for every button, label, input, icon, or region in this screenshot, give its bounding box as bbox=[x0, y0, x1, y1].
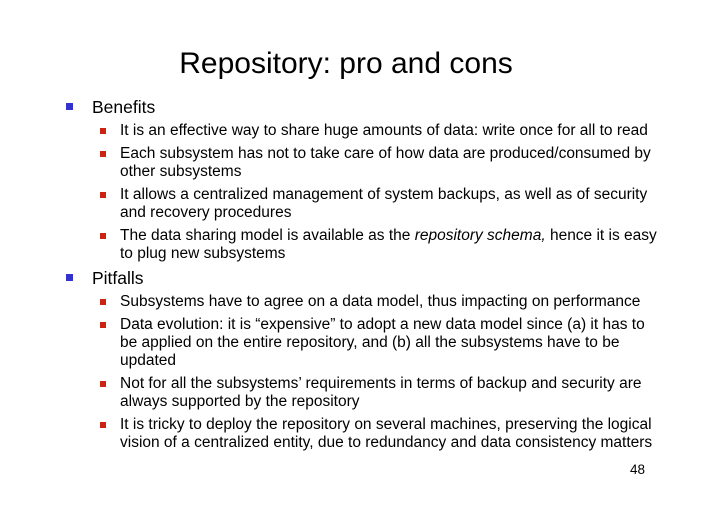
section-heading-row bbox=[66, 268, 676, 288]
red-square-bullet-icon bbox=[100, 422, 106, 428]
bullet-item bbox=[100, 186, 676, 222]
bullet-item bbox=[100, 145, 676, 181]
text-segment: Data evolution: it is “expensive” to adopt a new data model since (a) it has to be applied on the entire repository, and (b) all the subsystems have to be updated bbox=[120, 316, 645, 369]
italic-text-segment: repository schema, bbox=[414, 227, 546, 244]
bullet-item-text bbox=[120, 416, 657, 452]
red-square-bullet-icon bbox=[100, 381, 106, 387]
red-square-bullet-icon bbox=[100, 233, 106, 239]
page-number: 48 bbox=[629, 462, 645, 477]
section-heading: Benefits bbox=[92, 97, 156, 117]
red-square-bullet-icon bbox=[100, 128, 106, 134]
section-heading-row bbox=[66, 97, 676, 117]
bullet-item bbox=[100, 293, 676, 311]
bullet-item-text bbox=[120, 186, 657, 222]
bullet-item bbox=[100, 375, 676, 411]
text-segment: Subsystems have to agree on a data model, thus impacting on performance bbox=[120, 293, 641, 310]
section-heading: Pitfalls bbox=[92, 268, 144, 288]
text-segment: Each subsystem has not to take care of how data are produced/consumed by other subsystems bbox=[120, 145, 651, 180]
bullet-item bbox=[100, 227, 676, 263]
bullet-item-text bbox=[120, 293, 657, 311]
red-square-bullet-icon bbox=[100, 322, 106, 328]
text-segment: It is an effective way to share huge amounts of data: write once for all to read bbox=[120, 122, 648, 139]
section-pitfalls bbox=[66, 268, 676, 452]
text-segment: hence it is easy to plug new subsystems bbox=[120, 227, 657, 262]
text-segment: It is tricky to deploy the repository on several machines, preserving the logical vision of a centralized entity, due to redundancy and data consistency matters bbox=[120, 416, 653, 451]
red-square-bullet-icon bbox=[100, 192, 106, 198]
bullet-item-text bbox=[120, 227, 657, 263]
text-segment: The data sharing model is available as the bbox=[120, 227, 415, 244]
blue-square-bullet-icon bbox=[66, 274, 73, 281]
red-square-bullet-icon bbox=[100, 299, 106, 305]
bullet-item-text bbox=[120, 145, 657, 181]
text-segment: It allows a centralized management of system backups, as well as of security and recovery procedures bbox=[120, 186, 648, 221]
red-square-bullet-icon bbox=[100, 151, 106, 157]
bullet-item-text bbox=[120, 122, 657, 140]
bullet-item bbox=[100, 122, 676, 140]
slide-content bbox=[66, 97, 676, 457]
bullet-item bbox=[100, 316, 676, 370]
bullet-item-text bbox=[120, 375, 657, 411]
bullet-item bbox=[100, 416, 676, 452]
slide-title: Repository: pro and cons bbox=[179, 47, 513, 80]
blue-square-bullet-icon bbox=[66, 103, 73, 110]
bullet-item-text bbox=[120, 316, 657, 370]
text-segment: Not for all the subsystems’ requirements in terms of backup and security are always supported by the repository bbox=[120, 375, 642, 410]
section-benefits bbox=[66, 97, 676, 263]
